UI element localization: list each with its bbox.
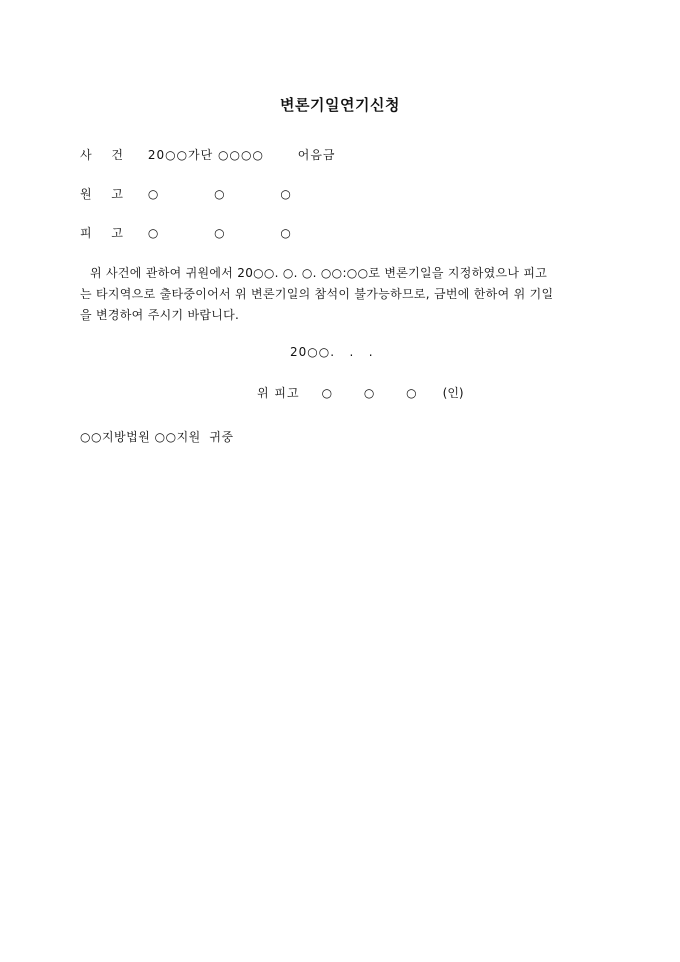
signer-line — [257, 384, 464, 401]
plaintiff-name: ○ ○ ○ — [147, 187, 317, 201]
court-addressee — [80, 428, 234, 445]
defendant-label: 피 고 — [80, 226, 131, 240]
plaintiff-label: 원 고 — [80, 187, 131, 201]
request-body — [80, 263, 600, 326]
document-date — [290, 345, 374, 359]
seal-mark: (인) — [442, 386, 464, 400]
body-line: 위 사건에 관하여 귀원에서 20○○. ○. ○. ○○:○○로 변론기일을 지정하였으나 피고 — [90, 266, 548, 280]
addressee-text: ○○지방법원 ○○지원 귀중 — [80, 430, 234, 444]
body-line: 을 변경하여 주시기 바랍니다. — [80, 308, 240, 322]
case-label: 사 건 — [80, 148, 131, 162]
case-number: 20○○가단 ○○○○ — [147, 148, 264, 162]
document-title: 변론기일연기신청 — [280, 96, 400, 114]
signer-label: 위 피고 — [257, 386, 300, 400]
case-name: 어음금 — [297, 148, 336, 162]
defendant-row — [80, 224, 317, 241]
plaintiff-row — [80, 185, 317, 202]
date-text: 20○○. . . — [290, 345, 374, 359]
body-line: 는 타지역으로 출타중이어서 위 변론기일의 참석이 불가능하므로, 금번에 한하여 위 기일 — [80, 287, 554, 301]
defendant-name: ○ ○ ○ — [147, 226, 317, 240]
case-row — [80, 146, 336, 163]
signer-name: ○ ○ ○ — [321, 386, 431, 400]
